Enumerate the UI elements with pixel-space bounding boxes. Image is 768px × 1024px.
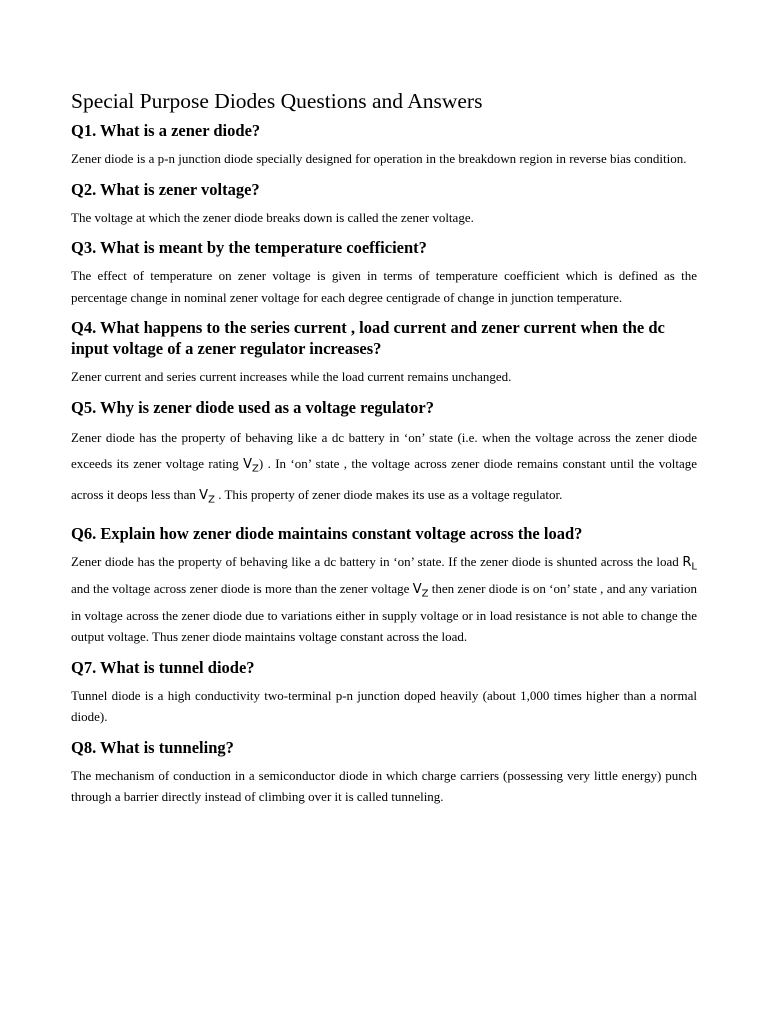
answer-3: The effect of temperature on zener voltage is given in terms of temperature coefficient which is defined as the percentage change in nominal zener voltage for each degree centigrade of change in junction temperature. [71, 268, 697, 305]
question-4: Q4. What happens to the series current , load current and zener current when the dc input voltage of a zener regulator increases? [71, 318, 665, 358]
qa-item-3 [71, 237, 697, 308]
qa-item-5 [71, 397, 697, 514]
qa-item-1 [71, 120, 697, 170]
qa-item-8 [71, 737, 697, 808]
document-page [71, 88, 697, 817]
answer-6-part-3: then zener diode is on ‘on’ state , and any variation in voltage across the zener diode due to variations either in supply voltage or in load resistance is not able to change the output voltage. Thus zener diode maintains voltage constant across the load. [71, 580, 697, 645]
question-3: Q3. What is meant by the temperature coefficient? [71, 238, 427, 257]
answer-6 [71, 551, 697, 648]
answer-6-part-2: and the voltage across zener diode is more than the zener voltage [71, 580, 413, 596]
answer-8: The mechanism of conduction in a semiconductor diode in which charge carriers (possessing very little energy) punch through a barrier directly instead of climbing over it is called tunneling. [71, 767, 697, 805]
answer-6-part-1: Zener diode has the property of behaving like a dc battery in ‘on’ state. If the zener diode is shunted across the load [71, 553, 683, 569]
answer-1: Zener diode is a p-n junction diode specially designed for operation in the breakdown region in reverse bias condition. [71, 151, 687, 166]
question-2: Q2. What is zener voltage? [71, 179, 260, 199]
zener-voltage-symbol: $V_Z$ [412, 581, 429, 600]
question-1: Q1. What is a zener diode? [71, 121, 261, 140]
qa-item-2 [71, 179, 697, 229]
answer-4: Zener current and series current increases while the load current remains unchanged. [71, 369, 512, 384]
question-5: Q5. Why is zener diode used as a voltage regulator? [71, 397, 434, 417]
question-7: Q7. What is tunnel diode? [71, 657, 255, 677]
answer-7: Tunnel diode is a high conductivity two-terminal p-n junction doped heavily (about 1,000 times higher than a normal diode). [71, 687, 697, 725]
question-6: Q6. Explain how zener diode maintains constant voltage across the load? [71, 523, 583, 543]
qa-item-6 [71, 523, 697, 648]
answer-5-part-2: ) . In ‘on’ state , the voltage across zener diode remains constant until the voltage across it deops less than [71, 455, 697, 503]
zener-voltage-symbol: $V_Z$ [199, 488, 215, 506]
question-8: Q8. What is tunneling? [71, 737, 234, 757]
answer-5-part-3: . This property of zener diode makes its use as a voltage regulator. [214, 487, 563, 503]
qa-item-7 [71, 657, 697, 728]
document-title: Special Purpose Diodes Questions and Answers [71, 89, 483, 113]
answer-2: The voltage at which the zener diode breaks down is called the zener voltage. [71, 209, 474, 225]
zener-voltage-symbol: $V_Z$ [243, 456, 259, 475]
load-resistance-symbol: $R_L$ [682, 554, 697, 573]
qa-item-4 [71, 317, 697, 388]
answer-5 [71, 425, 697, 514]
answer-5-part-1: Zener diode has the property of behaving like a dc battery in ‘on’ state (i.e. when the voltage across the zener diode exceeds its zener voltage rating [71, 429, 697, 471]
